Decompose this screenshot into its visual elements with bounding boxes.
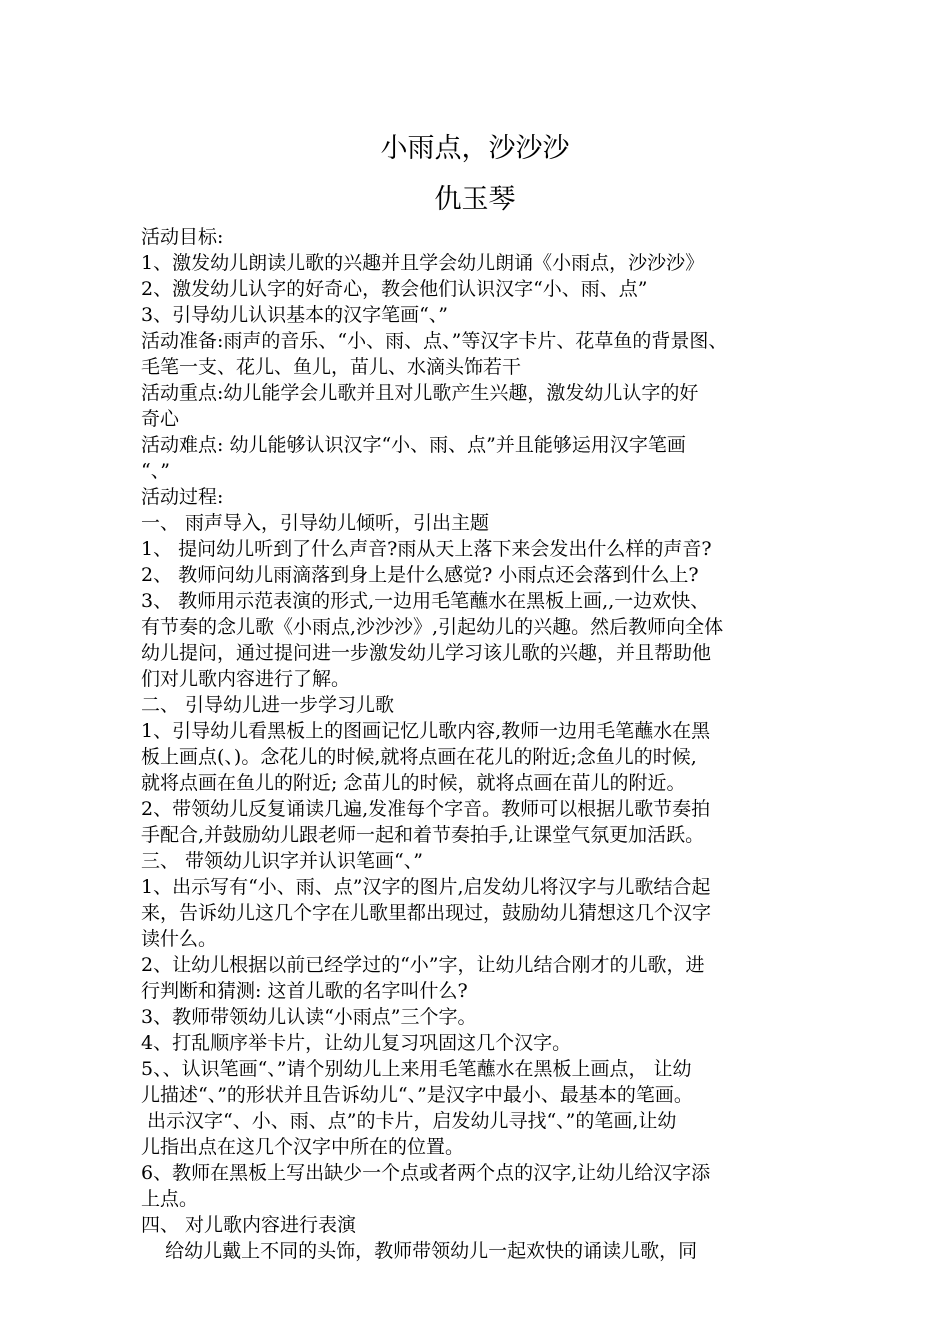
text-line: 3、引导幼儿认识基本的汉字笔画“、” [141, 304, 449, 326]
text-line: 上点。 [141, 1188, 199, 1210]
text-line: 3、教师带领幼儿认读“小雨点”三个字。 [141, 1006, 477, 1028]
text-line: 2、激发幼儿认字的好奇心，教会他们认识汉字“小、雨、点” [141, 278, 648, 300]
document-body [141, 224, 821, 1264]
text-line: “、” [141, 460, 170, 482]
document-author: 仇玉琴 [434, 184, 516, 215]
text-line: 2、 教师问幼儿雨滴落到身上是什么感觉? 小雨点还会落到什么上? [141, 564, 699, 586]
text-line: 活动重点:幼儿能学会儿歌并且对儿歌产生兴趣，激发幼儿认字的好 [141, 382, 699, 404]
text-line: 四、 对儿歌内容进行表演 [141, 1214, 357, 1236]
text-line: 们对儿歌内容进行了解。 [141, 668, 351, 690]
text-line: 5、、认识笔画“、”请个别幼儿上来用毛笔蘸水在黑板上画点， 让幼 [141, 1058, 692, 1080]
text-line: 奇心 [141, 408, 180, 430]
text-line: 1、引导幼儿看黑板上的图画记忆儿歌内容,教师一边用毛笔蘸水在黑 [141, 720, 711, 742]
text-line: 2、带领幼儿反复诵读几遍,发准每个字音。教师可以根据儿歌节奏拍 [141, 798, 711, 820]
text-line: 读什么。 [141, 928, 218, 950]
text-line: 毛笔一支、花儿、鱼儿，苗儿、水滴头饰若干 [141, 356, 522, 378]
text-line: 幼儿提问，通过提问进一步激发幼儿学习该儿歌的兴趣，并且帮助他 [141, 642, 712, 664]
text-line: 活动过程: [141, 486, 224, 508]
text-line: 2、让幼儿根据以前已经学过的“小”字，让幼儿结合刚才的儿歌，进 [141, 954, 705, 976]
text-line: 6、教师在黑板上写出缺少一个点或者两个点的汉字,让幼儿给汉字添 [141, 1162, 711, 1184]
text-line: 有节奏的念儿歌《小雨点,沙沙沙》,引起幼儿的兴趣。然后教师向全体 [141, 616, 724, 638]
text-line: 4、打乱顺序举卡片，让幼儿复习巩固这几个汉字。 [141, 1032, 572, 1054]
text-line: 活动难点: 幼儿能够认识汉字“小、雨、点”并且能够运用汉字笔画 [141, 434, 686, 456]
text-line: 行判断和猜测: 这首儿歌的名字叫什么? [141, 980, 468, 1002]
text-line: 出示汉字“、小、雨、点”的卡片，启发幼儿寻找“、”的笔画,让幼 [141, 1110, 677, 1132]
text-line: 1、激发幼儿朗读儿歌的兴趣并且学会幼儿朗诵《小雨点，沙沙沙》 [141, 252, 705, 274]
text-line: 3、 教师用示范表演的形式,一边用毛笔蘸水在黑板上画,,一边欢快、 [141, 590, 710, 612]
document-title: 小雨点，沙沙沙 [380, 133, 570, 164]
text-line: 二、 引导幼儿进一步学习儿歌 [141, 694, 395, 716]
text-line: 就将点画在鱼儿的附近; 念苗儿的时候，就将点画在苗儿的附近。 [141, 772, 686, 794]
text-line: 1、 提问幼儿听到了什么声音?雨从天上落下来会发出什么样的声音? [141, 538, 712, 560]
text-line: 来，告诉幼儿这几个字在儿歌里都出现过，鼓励幼儿猜想这几个汉字 [141, 902, 712, 924]
text-line: 一、 雨声导入，引导幼儿倾听，引出主题 [141, 512, 490, 534]
text-line: 儿指出点在这几个汉字中所在的位置。 [141, 1136, 465, 1158]
text-line: 1、出示写有“小、雨、点”汉字的图片,启发幼儿将汉字与儿歌结合起 [141, 876, 711, 898]
text-line: 活动目标: [141, 226, 224, 248]
text-line: 三、 带领幼儿识字并认识笔画“、” [141, 850, 423, 872]
text-line: 手配合,并鼓励幼儿跟老师一起和着节奏拍手,让课堂气氛更加活跃。 [141, 824, 705, 846]
text-line: 板上画点(、)。念花儿的时候,就将点画在花儿的附近;念鱼儿的时候, [141, 746, 697, 768]
text-line: 儿描述“、”的形状并且告诉幼儿“、”是汉字中最小、最基本的笔画。 [141, 1084, 693, 1106]
text-line: 活动准备:雨声的音乐、“小、雨、点、”等汉字卡片、花草鱼的背景图、 [141, 330, 728, 352]
text-line: 给幼儿戴上不同的头饰，教师带领幼儿一起欢快的诵读儿歌，同 [141, 1240, 698, 1262]
